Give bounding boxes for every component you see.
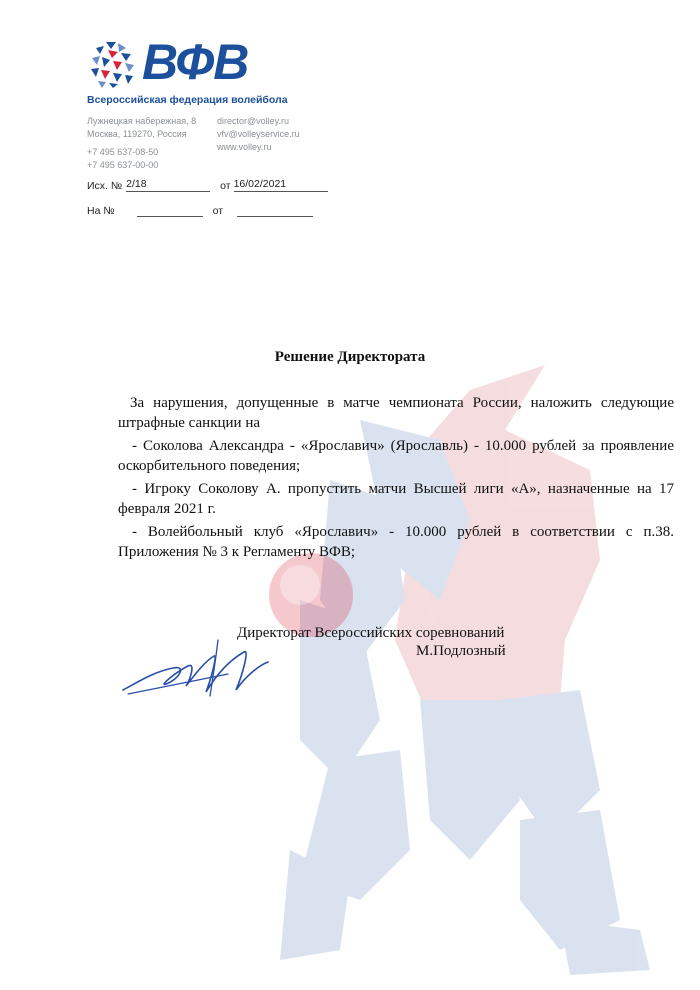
signatory-name: М.Подлозный (416, 643, 506, 659)
document-title: Решение Директората (274, 349, 426, 365)
phone-number: +7 495 637-08-50 (87, 147, 159, 157)
outgoing-number-label: Исх. № (87, 180, 123, 192)
incoming-date-field (237, 203, 313, 217)
incoming-date-label: от (212, 205, 224, 217)
phone-number: +7 495 637-00-00 (87, 160, 159, 170)
outgoing-registration (87, 178, 328, 192)
document-body (118, 393, 674, 565)
body-paragraph: - Соколова Александра - «Ярославич» (Ярославль) - 10.000 рублей за проявление оскорбительного поведения; (118, 438, 674, 474)
outgoing-number-field (126, 178, 210, 192)
email-vfv: vfv@volleyservice.ru (217, 129, 300, 139)
address-line: Москва, 119270, Россия (87, 129, 187, 139)
body-paragraph: - Волейбольный клуб «Ярославич» - 10.000 рублей в соответствии с п.38. Приложения № 3 к Регламенту ВФВ; (118, 524, 674, 560)
body-paragraph: - Игроку Соколову А. пропустить матчи Высшей лиги «А», назначенные на 17 февраля 2021 г. (118, 481, 674, 517)
organization-name: Всероссийская федерация волейбола (87, 94, 288, 106)
address-line: Лужнецкая набережная, 8 (87, 116, 197, 126)
incoming-registration (87, 203, 313, 217)
contacts-block (217, 115, 300, 154)
outgoing-date-field (234, 178, 328, 192)
outgoing-number: 2/18 (126, 178, 147, 190)
phones-block (87, 146, 158, 172)
logo-text: ВФВ (142, 34, 249, 90)
vfv-logo-icon (88, 40, 136, 88)
incoming-number-label: На № (87, 205, 115, 217)
email-director: director@volley.ru (217, 116, 289, 126)
signatory-title: Директорат Всероссийских соревнований (237, 625, 505, 641)
handwritten-signature (118, 632, 278, 702)
website: www.volley.ru (217, 142, 272, 152)
body-paragraph: За нарушения, допущенные в матче чемпионата России, наложить следующие штрафные санкции на (118, 395, 674, 431)
address-block (87, 115, 196, 141)
outgoing-date: 16/02/2021 (233, 178, 287, 190)
date-label: от (220, 180, 231, 192)
incoming-number-field (137, 203, 203, 217)
